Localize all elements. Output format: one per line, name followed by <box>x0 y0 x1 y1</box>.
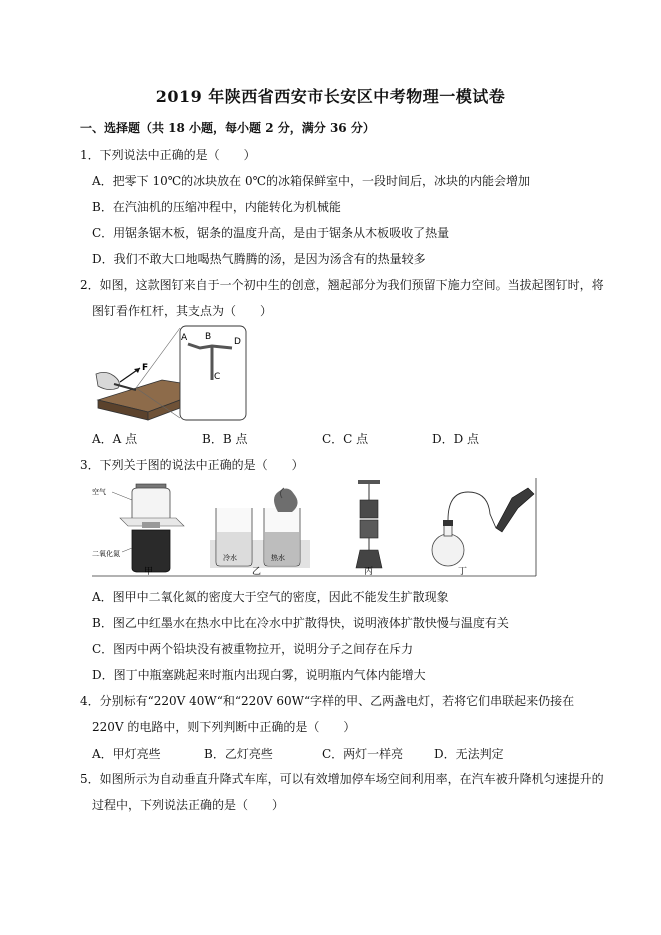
pushpin-lever-figure <box>92 322 248 422</box>
question-3-option-c: C．图丙中两个铅块没有被重物拉开，说明分子之间存在斥力 <box>92 642 414 656</box>
question-2-stem: 2．如图，这款图钉来自于一个初中生的创意，翘起部分为我们预留下施力空间。当拔起图钉时，将 <box>80 278 604 292</box>
label-d: D <box>234 337 241 347</box>
question-5-stem-cont: 过程中，下列说法正确的是（ ） <box>92 798 285 812</box>
question-2-options <box>92 430 512 446</box>
caption-yi: 乙 <box>252 567 262 577</box>
figure-ding <box>432 488 534 566</box>
question-4-option-b: B．乙灯亮些 <box>204 747 273 761</box>
question-2-stem-cont: 图钉看作杠杆，其支点为（ ） <box>92 304 273 318</box>
label-hot: 热水 <box>271 554 285 562</box>
question-4-options <box>92 745 532 761</box>
figure-bing <box>356 480 382 568</box>
question-3-option-b: B．图乙中红墨水在热水中比在冷水中扩散得快，说明液体扩散快慢与温度有关 <box>92 616 509 630</box>
question-1-option-b: B．在汽油机的压缩冲程中，内能转化为机械能 <box>92 200 341 214</box>
question-1-option-c: C．用锯条锯木板，锯条的温度升高，是由于锯条从木板吸收了热量 <box>92 226 450 240</box>
question-4-option-a: A．甲灯亮些 <box>92 747 161 761</box>
question-4-option-d: D．无法判定 <box>434 747 504 761</box>
question-1-stem: 1．下列说法中正确的是（ ） <box>80 148 256 162</box>
question-2-option-c: C．C 点 <box>322 432 369 446</box>
caption-jia: 甲 <box>144 567 154 577</box>
question-2-option-b: B．B 点 <box>202 432 248 446</box>
page-title: 2019 年陕西省西安市长安区中考物理一模试卷 <box>155 87 506 106</box>
question-4-option-c: C．两灯一样亮 <box>322 747 404 761</box>
label-cold: 冷水 <box>223 554 237 562</box>
question-3-stem: 3．下列关于图的说法中正确的是（ ） <box>80 458 304 472</box>
section-heading: 一、选择题（共 18 小题，每小题 2 分，满分 36 分） <box>80 121 375 135</box>
question-4-stem: 4．分别标有“220V 40W“和“220V 60W“字样的甲、乙两盏电灯，若将它们串联起来仍接在 <box>80 694 575 708</box>
question-4-stem-cont: 220V 的电路中，则下列判断中正确的是（ ） <box>92 720 356 734</box>
label-c: C <box>214 372 221 382</box>
label-f: F <box>142 363 149 373</box>
label-no2: 二氧化氮 <box>92 550 120 558</box>
figure-jia <box>92 484 184 572</box>
caption-bing: 丙 <box>364 567 374 577</box>
caption-ding: 丁 <box>458 567 468 577</box>
figure-yi <box>210 488 310 568</box>
diffusion-figure <box>92 478 538 582</box>
question-1-option-d: D．我们不敢大口地喝热气腾腾的汤，是因为汤含有的热量较多 <box>92 252 426 266</box>
label-air: 空气 <box>92 488 106 496</box>
hand-shape <box>96 372 119 389</box>
label-b: B <box>205 332 212 342</box>
label-a: A <box>181 333 188 343</box>
question-3-option-a: A．图甲中二氧化氮的密度大于空气的密度，因此不能发生扩散现象 <box>92 590 449 604</box>
question-3-option-d: D．图丁中瓶塞跳起来时瓶内出现白雾，说明瓶内气体内能增大 <box>92 668 426 682</box>
question-2-option-d: D．D 点 <box>432 432 480 446</box>
question-5-stem: 5．如图所示为自动垂直升降式车库，可以有效增加停车场空间利用率，在汽车被升降机匀速提升的 <box>80 772 604 786</box>
question-1-option-a: A．把零下 10℃的冰块放在 0℃的冰箱保鲜室中，一段时间后，冰块的内能会增加 <box>92 174 531 188</box>
question-2-option-a: A．A 点 <box>92 432 138 446</box>
